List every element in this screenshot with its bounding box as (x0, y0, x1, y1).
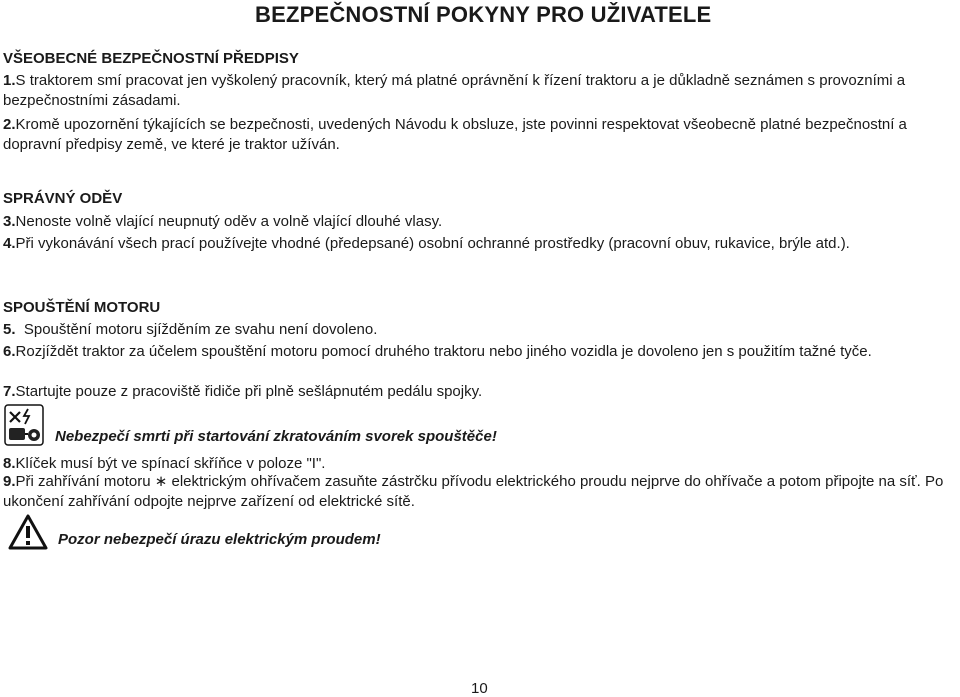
item-text: Kromě upozornění týkajících se bezpečnosti, uvedených Návodu k obsluze, jste povinni respektovat všeobecně platné bezpečnostní a dopravní předpisy země, ve které je traktor užíván. (3, 116, 907, 153)
item-number: 2. (3, 116, 16, 133)
item-number: 4. (3, 235, 16, 252)
item-number: 8. (3, 455, 16, 472)
item-text: Při vykonávání všech prací používejte vhodné (předepsané) osobní ochranné prostředky (pracovní obuv, rukavice, brýle atd.). (15, 235, 850, 252)
item-text: Startujte pouze z pracoviště řidiče při plně sešlápnutém pedálu spojky. (15, 383, 483, 400)
list-item (3, 115, 955, 155)
item-number: 3. (3, 213, 16, 230)
list-item (3, 320, 955, 340)
section-heading-engine: SPOUŠTĚNÍ MOTORU (3, 299, 161, 316)
item-number: 5. (3, 321, 16, 338)
item-text: Nenoste volně vlající neupnutý oděv a volně vlající dlouhé vlasy. (15, 213, 443, 230)
warning-triangle-icon (8, 514, 48, 555)
item-number: 7. (3, 383, 16, 400)
page-title: BEZPEČNOSTNÍ POKYNY PRO UŽIVATELE (255, 2, 712, 27)
item-text: Klíček musí být ve spínací skříňce v poloze "I". (15, 455, 326, 472)
item-text: Spouštění motoru sjížděním ze svahu není dovoleno. (15, 321, 378, 338)
item-number: 1. (3, 72, 16, 89)
item-number: 9. (3, 473, 16, 490)
list-item (3, 71, 955, 111)
list-item (3, 342, 955, 362)
list-item (3, 454, 955, 474)
list-item (3, 382, 955, 402)
item-text: Při zahřívání motoru ∗ elektrickým ohřívačem zasuňte zástrčku přívodu elektrického proudu nejprve do ohřívače a potom připojte na síť. Po ukončení zahřívání odpojte nejprve zařízení od elektrické sítě. (3, 473, 944, 510)
short-circuit-warning: Nebezpečí smrti při startování zkratováním svorek spouštěče! (55, 428, 497, 445)
item-text: Rozjíždět traktor za účelem spouštění motoru pomocí druhého traktoru nebo jiného vozidla je dovoleno jen s použitím tažné tyče. (15, 343, 872, 360)
list-item (3, 234, 955, 254)
item-number: 6. (3, 343, 16, 360)
section-heading-clothing: SPRÁVNÝ ODĚV (3, 190, 123, 207)
starter-short-circuit-icon (4, 404, 44, 451)
section-heading-general: VŠEOBECNÉ BEZPEČNOSTNÍ PŘEDPISY (3, 50, 299, 67)
page-number: 10 (471, 680, 488, 697)
list-item (3, 212, 955, 232)
electric-shock-warning: Pozor nebezpečí úrazu elektrickým proudem! (58, 531, 381, 548)
item-text: S traktorem smí pracovat jen vyškolený pracovník, který má platné oprávnění k řízení traktoru a je důkladně seznámen s provozními a bezpečnostními zásadami. (3, 72, 906, 109)
list-item (3, 472, 955, 512)
